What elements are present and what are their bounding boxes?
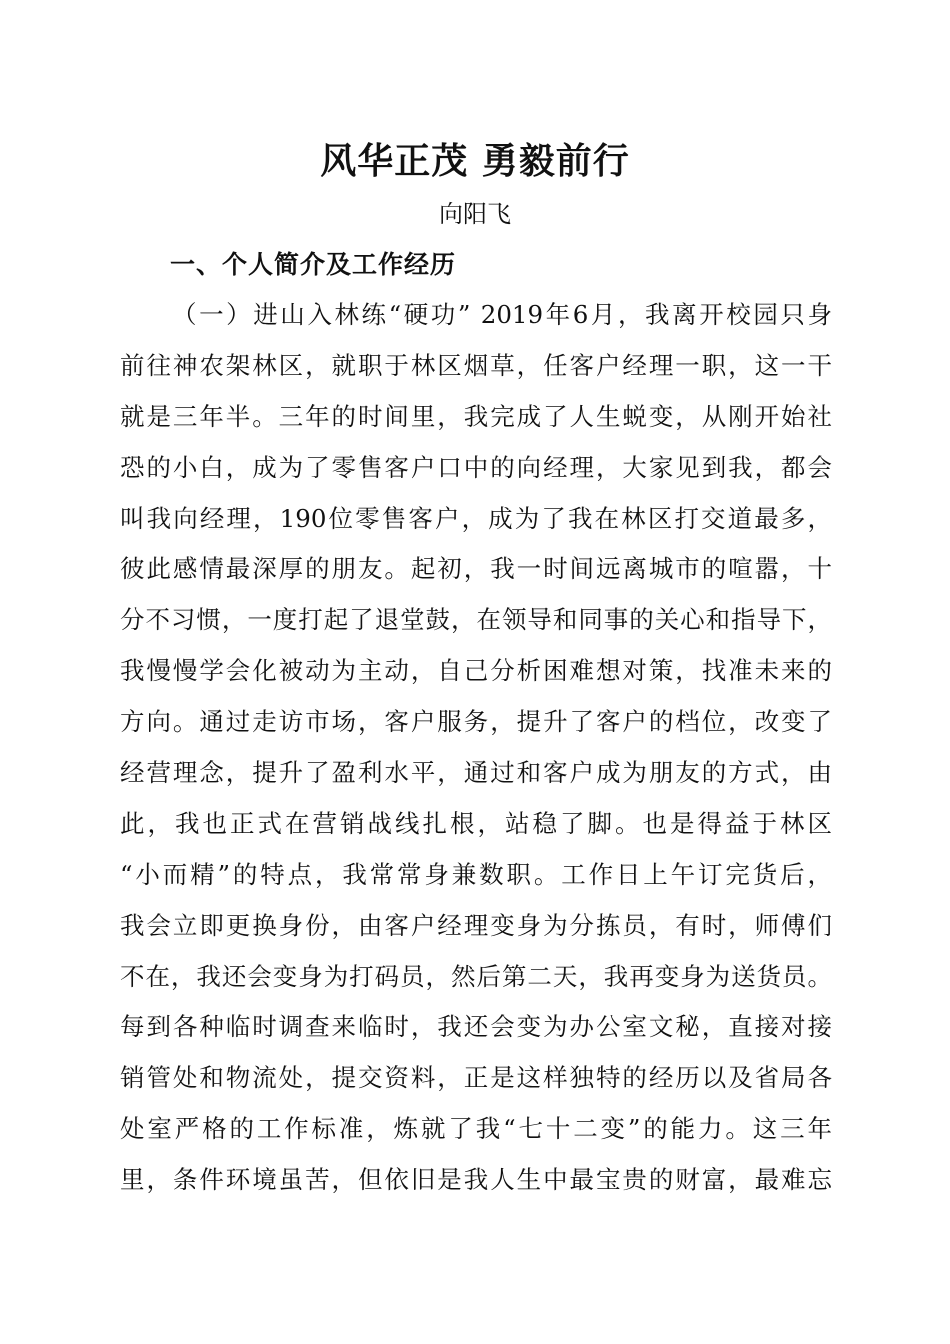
paragraph-line: 我慢慢学会化被动为主动，自己分析困难想对策，找准未来的 [120,656,832,686]
body-paragraph [120,290,832,1206]
paragraph-line: 分不习惯，一度打起了退堂鼓，在领导和同事的关心和指导下， [120,605,832,635]
section-heading: 一、个人简介及工作经历 [170,250,457,279]
paragraph-line: 我会立即更换身份，由客户经理变身为分拣员，有时，师傅们 [120,910,832,940]
paragraph-line: 里，条件环境虽苦，但依旧是我人生中最宝贵的财富，最难忘 [120,1165,832,1195]
paragraph-line: “小而精”的特点，我常常身兼数职。工作日上午订完货后， [120,859,832,889]
paragraph-line: 经营理念，提升了盈利水平，通过和客户成为朋友的方式，由 [120,758,832,788]
document-title: 风华正茂 勇毅前行 [320,140,630,182]
paragraph-line: 彼此感情最深厚的朋友。起初，我一时间远离城市的喧嚣，十 [120,554,832,584]
paragraph-line: 方向。通过走访市场，客户服务，提升了客户的档位，改变了 [120,707,832,737]
paragraph-line: 就是三年半。三年的时间里，我完成了人生蜕变，从刚开始社 [120,401,832,431]
paragraph-line: 销管处和物流处，提交资料，正是这样独特的经历以及省局各 [120,1063,832,1093]
paragraph-line: 前往神农架林区，就职于林区烟草，任客户经理一职，这一干 [120,350,832,380]
paragraph-line: 此，我也正式在营销战线扎根，站稳了脚。也是得益于林区 [120,808,832,838]
paragraph-line: （一）进山入林练“硬功” 2019年6月，我离开校园只身 [172,300,832,329]
paragraph-line: 恐的小白，成为了零售客户口中的向经理，大家见到我，都会 [120,452,832,482]
paragraph-line: 不在，我还会变身为打码员，然后第二天，我再变身为送货员。 [120,961,832,991]
paragraph-line: 叫我向经理，190位零售客户，成为了我在林区打交道最多， [120,503,832,533]
paragraph-line: 处室严格的工作标准，炼就了我“七十二变”的能力。这三年 [120,1114,832,1144]
paragraph-line: 每到各种临时调查来临时，我还会变为办公室文秘，直接对接 [120,1012,832,1042]
document-author: 向阳飞 [439,200,511,228]
